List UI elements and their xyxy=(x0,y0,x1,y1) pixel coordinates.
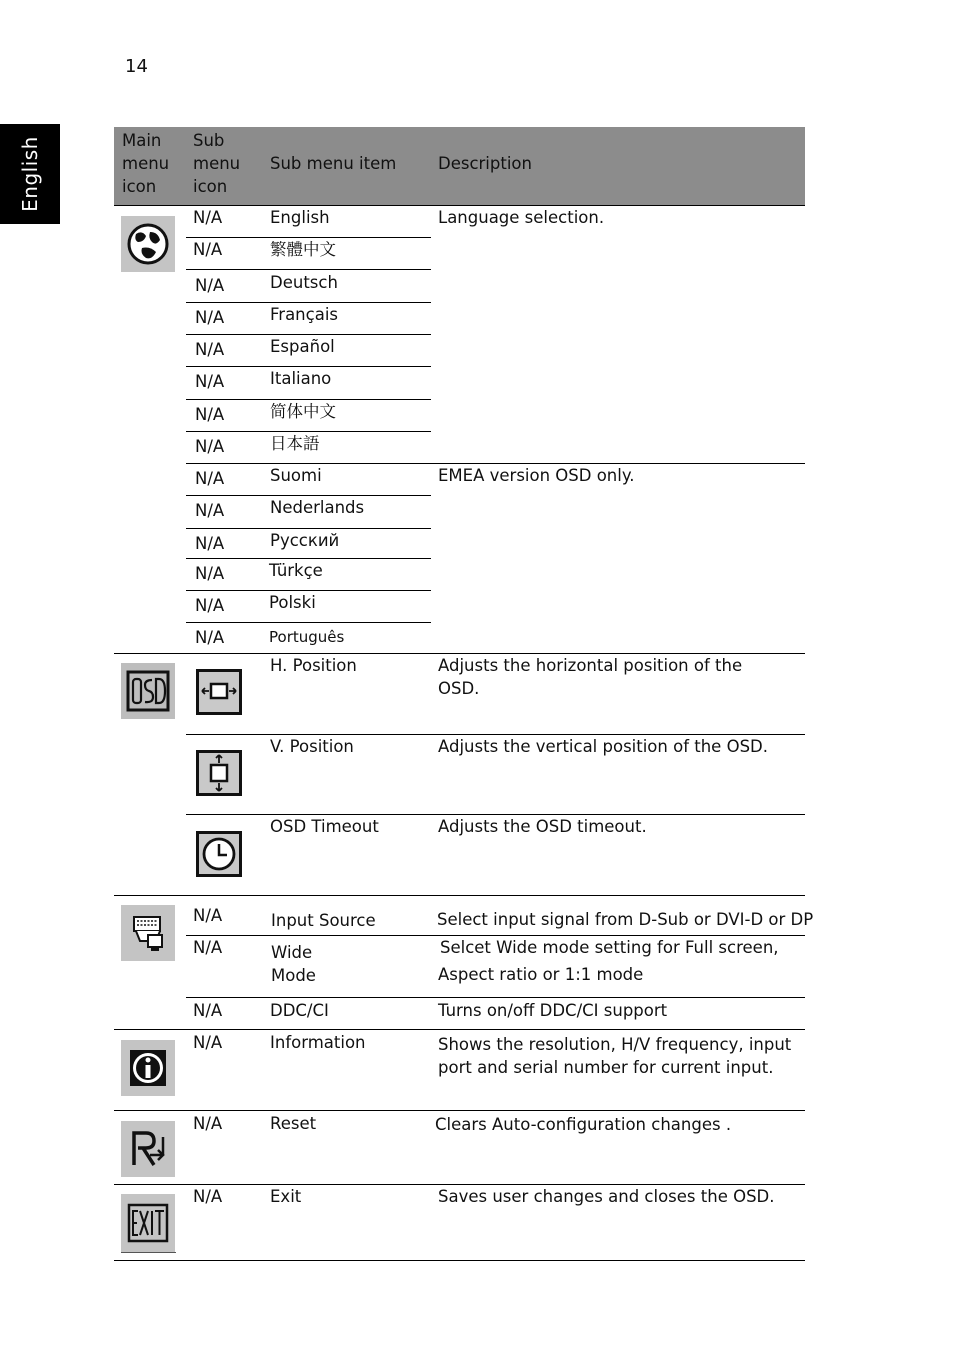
language-row-na: N/A xyxy=(195,405,225,424)
language-row-na: N/A xyxy=(195,340,225,359)
information-description: Shows the resolution, H/V frequency, input port and serial number for current input. xyxy=(438,1035,792,1077)
language-option: Polski xyxy=(269,593,316,612)
language-option: Italiano xyxy=(270,369,332,388)
language-option: Suomi xyxy=(270,466,322,485)
input-source-na: N/A xyxy=(193,906,223,925)
h-position-description: Adjusts the horizontal position of the OSD. xyxy=(438,656,743,698)
exit-label: Exit xyxy=(270,1187,302,1206)
language-option: 繁體中文 xyxy=(270,240,336,259)
header-main-menu-icon: Main menu icon xyxy=(122,131,170,196)
ddc-description: Turns on/off DDC/CI support xyxy=(438,1001,668,1020)
header-sub-menu-icon: Sub menu icon xyxy=(193,131,241,196)
language-row-na: N/A xyxy=(195,564,225,583)
language-option: Português xyxy=(269,628,345,646)
reset-description: Clears Auto-configuration changes . xyxy=(435,1115,732,1134)
ddc-na: N/A xyxy=(193,1001,223,1020)
exit-na: N/A xyxy=(193,1187,223,1206)
information-icon xyxy=(121,1040,175,1096)
horizontal-position-icon xyxy=(196,669,242,715)
osd-timeout-label: OSD Timeout xyxy=(270,817,379,836)
input-source-description: Select input signal from D-Sub or DVI-D or DP xyxy=(437,910,814,929)
language-side-tab xyxy=(0,124,60,224)
language-option: Español xyxy=(270,337,335,356)
table-header xyxy=(114,127,805,205)
language-row-na: N/A xyxy=(195,628,225,647)
language-row-na: N/A xyxy=(193,240,223,259)
language-row-na: N/A xyxy=(195,469,225,488)
language-option: 日本語 xyxy=(270,434,320,453)
wide-mode-description-2: Aspect ratio or 1:1 mode xyxy=(438,965,644,984)
header-sub-menu-item: Sub menu item xyxy=(270,154,397,173)
osd-timeout-description: Adjusts the OSD timeout. xyxy=(438,817,647,836)
language-row-na: N/A xyxy=(195,501,225,520)
language-description: Language selection. xyxy=(438,208,605,227)
vertical-position-icon xyxy=(196,750,242,796)
language-row-na: N/A xyxy=(195,276,225,295)
language-option: English xyxy=(270,208,330,227)
ddc-label: DDC/CI xyxy=(270,1001,329,1020)
information-na: N/A xyxy=(193,1033,223,1052)
reset-na: N/A xyxy=(193,1114,223,1133)
language-row-na: N/A xyxy=(195,437,225,456)
exit-icon xyxy=(121,1194,175,1252)
language-option: Nederlands xyxy=(270,498,365,517)
wide-mode-label: Wide Mode xyxy=(271,943,316,985)
language-option: Deutsch xyxy=(270,273,338,292)
wide-mode-na: N/A xyxy=(193,938,223,957)
reset-label: Reset xyxy=(270,1114,317,1133)
wide-mode-description-1: Selcet Wide mode setting for Full screen, xyxy=(440,938,779,957)
language-option: Русский xyxy=(270,531,340,550)
input-source-label: Input Source xyxy=(271,911,376,930)
exit-description: Saves user changes and closes the OSD. xyxy=(438,1187,775,1206)
information-label: Information xyxy=(270,1033,366,1052)
language-row-na: N/A xyxy=(195,372,225,391)
language-option: Türkçe xyxy=(269,561,323,580)
header-description: Description xyxy=(438,154,532,173)
language-row-na: N/A xyxy=(195,534,225,553)
language-row-na: N/A xyxy=(195,596,225,615)
language-row-na: N/A xyxy=(193,208,223,227)
language-option: 简体中文 xyxy=(270,402,336,421)
input-icon xyxy=(121,905,175,961)
clock-icon xyxy=(196,831,242,877)
v-position-label: V. Position xyxy=(270,737,354,756)
globe-icon xyxy=(121,216,175,272)
reset-icon xyxy=(121,1121,175,1177)
h-position-label: H. Position xyxy=(270,656,357,675)
language-row-na: N/A xyxy=(195,308,225,327)
osd-icon xyxy=(121,663,175,719)
page-number: 14 xyxy=(125,56,148,77)
side-tab-label: English xyxy=(18,136,42,212)
emea-description: EMEA version OSD only. xyxy=(438,466,635,485)
v-position-description: Adjusts the vertical position of the OSD. xyxy=(438,737,768,756)
language-option: Français xyxy=(270,305,339,324)
